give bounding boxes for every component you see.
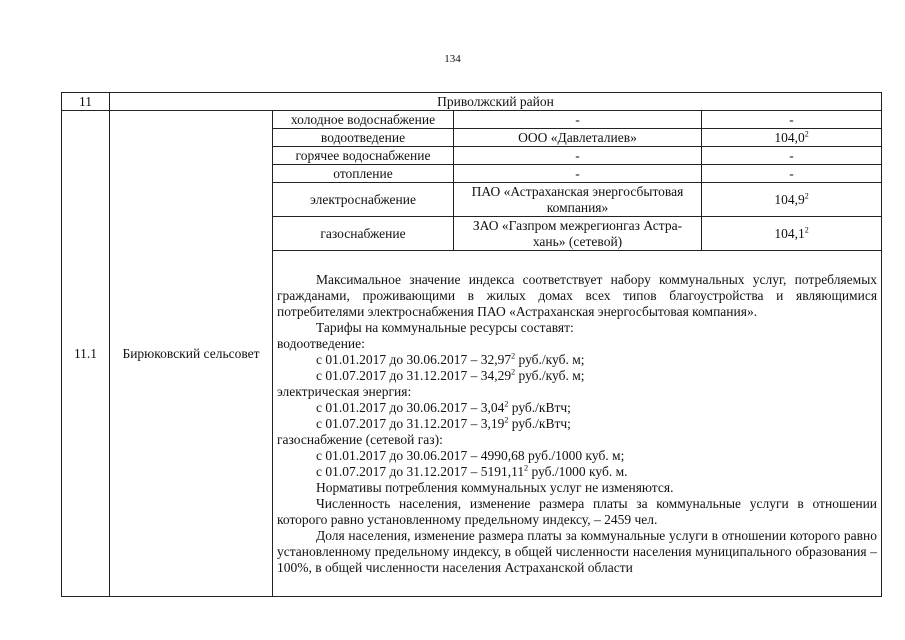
service-index-value: 104,9: [774, 191, 805, 207]
service-name: газоснабжение: [273, 217, 454, 251]
tariff-value: с 01.07.2017 до 31.12.2017 – 5191,11: [316, 463, 525, 479]
service-index: [702, 165, 882, 183]
tariff-line: [277, 368, 877, 384]
supplier-line: ЗАО «Газпром межрегионгаз Астра-: [472, 217, 683, 233]
supplier-line: компания»: [546, 199, 609, 215]
service-index: [702, 217, 882, 251]
service-row: [62, 111, 882, 129]
tariff-value: с 01.07.2017 до 31.12.2017 – 34,29: [316, 367, 512, 383]
tariff-line: [277, 352, 877, 368]
tariff-line: [277, 400, 877, 416]
service-index-value: 104,1: [774, 225, 805, 241]
tariff-unit: руб./кВтч;: [508, 399, 571, 415]
service-name: горячее водоснабжение: [273, 147, 454, 165]
footnote-mark: 2: [511, 367, 516, 376]
service-supplier: [454, 217, 702, 251]
tariff-value: с 01.01.2017 до 30.06.2017 – 3,04: [316, 399, 505, 415]
service-supplier: -: [454, 147, 702, 165]
tariff-value: с 01.07.2017 до 31.12.2017 – 3,19: [316, 415, 505, 431]
tariff-unit: руб./1000 куб. м.: [528, 463, 628, 479]
footnote-mark: 2: [804, 129, 809, 138]
description-paragraph: Нормативы потребления коммунальных услуг не изменяются.: [316, 479, 674, 495]
footnote-mark: 2: [511, 351, 516, 360]
district-header-row: [62, 93, 882, 111]
tariff-line: [277, 416, 877, 432]
description-cell: [273, 251, 882, 597]
settlement-index: 11.1: [62, 111, 110, 597]
service-supplier: -: [454, 111, 702, 129]
tariff-line: с 01.01.2017 до 30.06.2017 – 4990,68 руб./1000 куб. м;: [316, 447, 625, 463]
description-paragraph: Тарифы на коммунальные ресурсы составят:: [316, 319, 574, 335]
service-index: [702, 129, 882, 147]
service-index: [702, 183, 882, 217]
service-index: [702, 147, 882, 165]
tariff-unit: руб./куб. м;: [515, 351, 585, 367]
tariff-table: [61, 92, 882, 597]
footnote-mark: 2: [804, 225, 809, 234]
tariff-unit: руб./кВтч;: [508, 415, 571, 431]
service-name: отопление: [273, 165, 454, 183]
service-supplier: -: [454, 165, 702, 183]
service-index-value: 104,0: [774, 129, 805, 145]
page-number: 134: [444, 53, 461, 65]
tariff-group-label: водоотведение:: [277, 335, 365, 351]
tariff-group-label: электрическая энергия:: [277, 383, 412, 399]
footnote-mark: 2: [804, 191, 809, 200]
description-paragraph: Численность населения, изменение размера платы за коммунальные услуги в отношении которого равно установленному предельному индексу, – 2459 чел.: [277, 495, 878, 527]
service-name: электроснабжение: [273, 183, 454, 217]
district-index: 11: [62, 93, 110, 111]
service-index-value: -: [789, 147, 794, 163]
tariff-unit: руб./куб. м;: [515, 367, 585, 383]
footnote-mark: 2: [524, 463, 529, 472]
description-paragraph: Доля населения, изменение размера платы за коммунальные услуги в отношении которого равно установленному предельному индексу, в общей численности населения муниципального образования – 100%, в общей численности населения Астраханской области: [277, 527, 878, 575]
service-supplier: [454, 183, 702, 217]
footnote-mark: 2: [504, 415, 509, 424]
district-name: Приволжский район: [110, 93, 882, 111]
service-name: холодное водоснабжение: [273, 111, 454, 129]
supplier-line: хань» (сетевой): [532, 233, 623, 249]
description-paragraph: Максимальное значение индекса соответствует набору коммунальных услуг, потребляемых гражданами, проживающими в жилых домах всех типов благоустройства и являющимися потребителями электроснабжения ПАО «Астраханская энергосбытовая компания».: [277, 271, 878, 319]
footnote-mark: 2: [504, 399, 509, 408]
tariff-group-label: газоснабжение (сетевой газ):: [277, 431, 443, 447]
tariff-line: [277, 464, 877, 480]
service-index-value: -: [789, 165, 794, 181]
service-index-value: -: [789, 111, 794, 127]
settlement-name: Бирюковский сельсовет: [110, 111, 273, 597]
supplier-line: ПАО «Астраханская энергосбытовая: [471, 183, 684, 199]
tariff-value: с 01.01.2017 до 30.06.2017 – 32,97: [316, 351, 512, 367]
service-index: [702, 111, 882, 129]
service-name: водоотведение: [273, 129, 454, 147]
service-supplier: ООО «Давлеталиев»: [454, 129, 702, 147]
